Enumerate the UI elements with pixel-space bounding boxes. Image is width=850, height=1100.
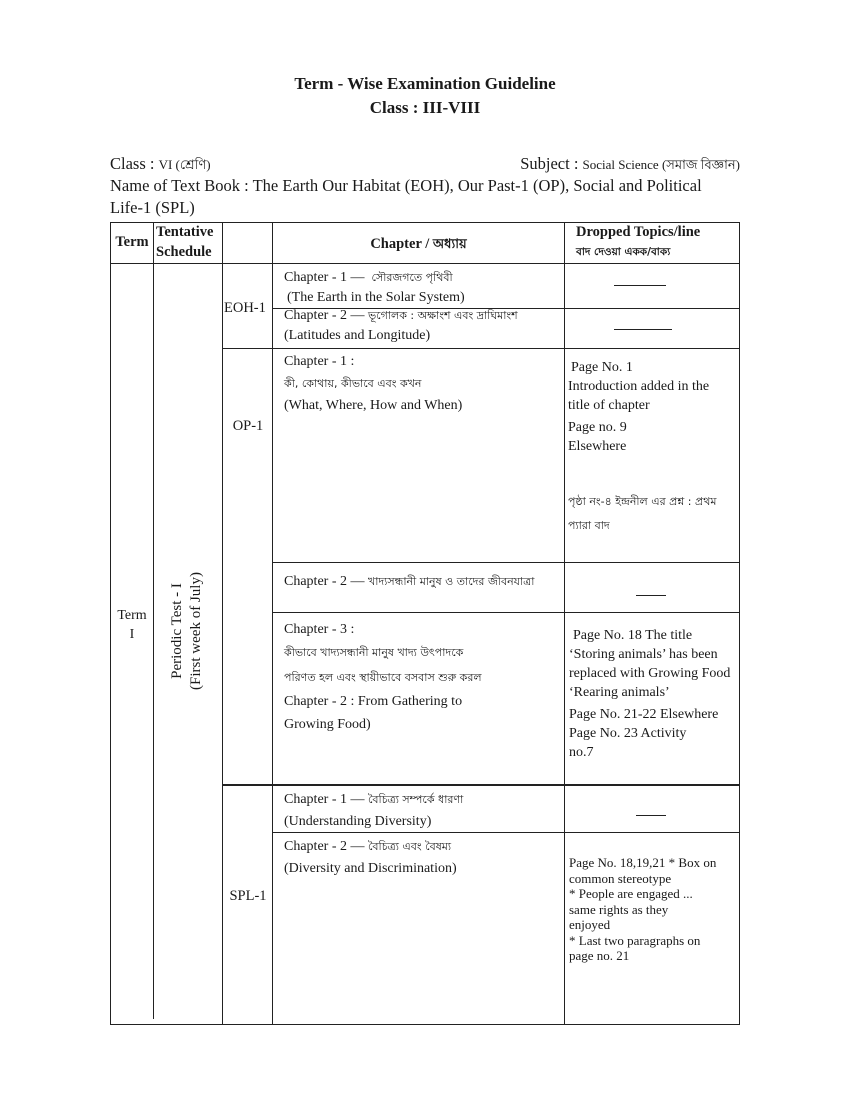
spl-ch1-bn: বৈচিত্র্য সম্পর্কে ধারণা bbox=[367, 793, 464, 806]
spl-ch1-en: (Understanding Diversity) bbox=[284, 814, 432, 829]
eoh-ch2-en: (Latitudes and Longitude) bbox=[284, 328, 431, 343]
eoh-ch2-bn: ভূগোলক : অক্ষাংশ এবং দ্রাঘিমাংশ bbox=[367, 309, 518, 322]
op-ch1-drop-4: Page no. 9 bbox=[568, 420, 627, 435]
eoh-ch1-dropped-dash bbox=[614, 285, 666, 286]
term-label-line-2: I bbox=[129, 627, 135, 642]
op-ch1-drop-2: Introduction added in the bbox=[568, 379, 710, 394]
header-dropped bbox=[576, 222, 736, 262]
schedule-label bbox=[168, 531, 208, 731]
subject-value: Social Science (সমাজ বিজ্ঞান) bbox=[582, 157, 740, 172]
spl-ch1-title: Chapter - 1 — bbox=[284, 792, 365, 807]
schedule-line-2: (First week of July) bbox=[188, 572, 204, 690]
eoh-ch2-dropped-dash bbox=[614, 329, 672, 330]
eoh-ch1-bn: সৌরজগতে পৃথিবী bbox=[371, 271, 453, 284]
spl-ch2-drop-7: page no. 21 bbox=[569, 948, 630, 963]
op-ch1-title: Chapter - 1 : bbox=[284, 354, 355, 369]
schedule-line-1: Periodic Test - I bbox=[169, 583, 185, 679]
spl-chapter-1 bbox=[284, 789, 562, 833]
header-dropped-en: Dropped Topics/line bbox=[576, 224, 701, 240]
term-label-line-1: Term bbox=[117, 608, 147, 623]
op-ch1-drop-bn-2: প্যারা বাদ bbox=[568, 519, 610, 532]
op-chapter-2 bbox=[284, 572, 562, 592]
spl-ch2-drop-6: * Last two paragraphs on bbox=[569, 932, 701, 948]
spl-ch2-dropped bbox=[569, 855, 737, 964]
header-term: Term bbox=[115, 234, 149, 250]
op-ch3-drop-3: replaced with Growing Food bbox=[569, 666, 731, 681]
op-chapter-3 bbox=[284, 620, 562, 736]
class-info bbox=[110, 154, 211, 177]
op-ch1-bn: কী, কোথায়, কীভাবে এবং কখন bbox=[284, 377, 422, 390]
book-eoh: EOH-1 bbox=[224, 300, 266, 316]
spl-ch2-en: (Diversity and Discrimination) bbox=[284, 861, 457, 876]
spl-ch2-drop-2: common stereotype bbox=[569, 870, 672, 886]
spl-ch2-drop-1: Page No. 18,19,21 * Box on bbox=[569, 855, 717, 870]
eoh-ch1-en: (The Earth in the Solar System) bbox=[287, 290, 465, 305]
op-ch1-drop-3: title of chapter bbox=[568, 398, 650, 413]
header-chapter bbox=[273, 234, 564, 255]
textbook-line-2: Life-1 (SPL) bbox=[110, 198, 195, 217]
op-ch3-bn-2: পরিণত হল এবং স্থায়ীভাবে বসবাস শুরু করল bbox=[284, 671, 482, 684]
op-ch3-drop-6: Page No. 23 Activity bbox=[569, 726, 687, 741]
class-value: VI (শ্রেণি) bbox=[158, 157, 211, 172]
page-title: Term - Wise Examination Guideline bbox=[294, 74, 556, 93]
op-ch1-drop-1: Page No. 1 bbox=[571, 360, 633, 375]
header-chapter-bn: অধ্যায় bbox=[432, 237, 467, 252]
op-ch3-drop-7: no.7 bbox=[569, 745, 594, 760]
subject-label: Subject : bbox=[520, 154, 583, 173]
eoh-chapter-2 bbox=[284, 306, 562, 346]
textbook-line-1: Name of Text Book : The Earth Our Habitat (EOH), Our Past-1 (OP), Social and Political bbox=[110, 176, 702, 195]
header-tentative-line-2: Schedule bbox=[156, 244, 212, 260]
header-tentative-line-1: Tentative bbox=[156, 224, 214, 240]
op-ch1-drop-5: Elsewhere bbox=[568, 439, 627, 454]
op-ch3-en-2: Growing Food) bbox=[284, 717, 371, 732]
op-ch1-dropped bbox=[568, 358, 738, 538]
op-chapter-1 bbox=[284, 352, 562, 416]
op-ch2-dropped-dash bbox=[636, 595, 666, 596]
op-ch2-title: Chapter - 2 — bbox=[284, 574, 365, 589]
op-ch3-en-1: Chapter - 2 : From Gathering to bbox=[284, 694, 463, 709]
op-ch1-en: (What, Where, How and When) bbox=[284, 398, 463, 413]
spl-ch2-drop-3: * People are engaged ... bbox=[569, 886, 693, 901]
class-label: Class : bbox=[110, 154, 159, 173]
book-spl: SPL-1 bbox=[229, 888, 267, 904]
op-ch3-title: Chapter - 3 : bbox=[284, 622, 355, 637]
header-chapter-en: Chapter / bbox=[370, 236, 433, 252]
eoh-ch1-title: Chapter - 1 — bbox=[284, 270, 365, 285]
spl-ch2-drop-5: enjoyed bbox=[569, 917, 611, 932]
op-ch3-drop-4: ‘Rearing animals’ bbox=[569, 685, 670, 700]
spl-ch2-bn: বৈচিত্র্য এবং বৈষম্য bbox=[367, 840, 452, 853]
eoh-chapter-1 bbox=[284, 268, 562, 308]
op-ch3-bn-1: কীভাবে খাদ্যসন্ধানী মানুষ খাদ্য উৎপাদকে bbox=[284, 646, 464, 659]
spl-ch2-title: Chapter - 2 — bbox=[284, 839, 365, 854]
page-subtitle: Class : III-VIII bbox=[369, 98, 481, 117]
op-ch3-drop-1: Page No. 18 The title bbox=[573, 628, 693, 643]
op-ch3-drop-2: ‘Storing animals’ has been bbox=[569, 647, 718, 662]
book-op: OP-1 bbox=[232, 418, 264, 434]
op-ch2-bn: খাদ্যসন্ধানী মানুষ ও তাদের জীবনযাত্রা bbox=[367, 575, 535, 588]
eoh-ch2-title: Chapter - 2 — bbox=[284, 308, 365, 323]
op-ch1-drop-bn-1: পৃষ্ঠা নং-৪ ইন্দ্রনীল এর প্রশ্ন : প্রথম bbox=[568, 495, 717, 508]
header-tentative bbox=[156, 222, 222, 262]
term-label bbox=[111, 606, 153, 644]
op-ch3-dropped bbox=[569, 626, 737, 762]
spl-chapter-2 bbox=[284, 836, 562, 880]
spl-ch2-drop-4: same rights as they bbox=[569, 901, 669, 917]
subject-info bbox=[520, 154, 740, 177]
spl-ch1-dropped-dash bbox=[636, 815, 666, 816]
op-ch3-drop-5: Page No. 21-22 Elsewhere bbox=[569, 707, 719, 722]
header-dropped-bn: বাদ দেওয়া একক/বাক্য bbox=[576, 246, 671, 258]
